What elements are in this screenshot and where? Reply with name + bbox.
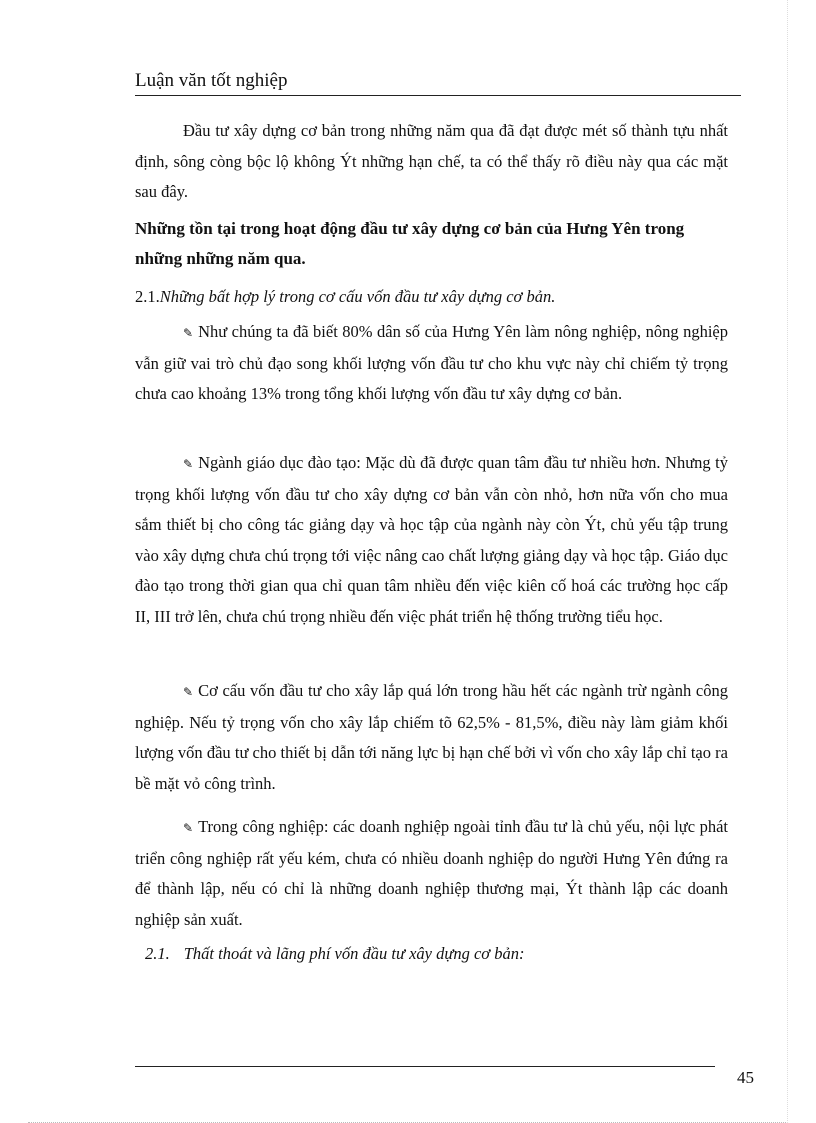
bullet-text-4: Trong công nghiệp: các doanh nghiệp ngoài tỉnh đầu tư là chủ yếu, nội lực phát triển công nghiệp rất yếu kém, chưa có nhiều doanh nghiệp do người Hưng Yên đứng ra để thành lập, nếu có chỉ là những doanh nghiệp thương mại, Ýt thành lập các doanh nghiệp sản xuất. — [135, 817, 728, 929]
subsection-1-number: 2.1. — [135, 287, 160, 306]
footer-rule — [135, 1066, 715, 1067]
subsection-2-title — [145, 944, 524, 964]
intro-paragraph: Đầu tư xây dựng cơ bản trong những năm qua đã đạt được mét số thành tựu nhất định, sông còng bộc lộ không Ýt những hạn chế, ta có thể thấy rõ điều này qua các mặt sau đây. — [135, 121, 728, 201]
page-number: 45 — [737, 1068, 754, 1087]
bullet-text-3: Cơ cấu vốn đầu tư cho xây lắp quá lớn trong hầu hết các ngành trừ ngành công nghiệp. Nếu tỷ trọng vốn cho xây lắp chiếm tõ 62,5% - 81,5%, điều này làm giảm khối lượng vốn đầu tư cho thiết bị dẫn tới năng lực bị hạn chế bởi vì vốn cho xây lắp chỉ tạo ra bề mặt vỏ công trình. — [135, 681, 728, 793]
bullet-paragraph-4 — [135, 812, 728, 935]
header-rule — [135, 95, 741, 96]
bullet-paragraph-3 — [135, 676, 728, 799]
bullet-text-2: Ngành giáo dục đào tạo: Mặc dù đã được quan tâm đầu tư nhiều hơn. Nhưng tỷ trọng khối lượng vốn đầu tư cho xây dựng cơ bản vẫn còn nhỏ, hơn nữa vốn cho mua sắm thiết bị cho công tác giảng dạy và học tập của ngành này còn Ýt, chủ yếu tập trung vào xây dựng chưa chú trọng tới việc nâng cao chất lượng giảng dạy và học tập. Giáo dục đào tạo trong thời gian qua chỉ quan tâm nhiều đến việc kiên cố hoá các trường học cấp II, III trở lên, chưa chú trọng nhiều đến việc phát triển hệ thống trường tiểu học. — [135, 453, 728, 626]
subsection-2-text: Thất thoát và lãng phí vốn đầu tư xây dựng cơ bản: — [183, 944, 525, 963]
subsection-1-title — [135, 287, 555, 307]
section-heading: Những tồn tại trong hoạt động đầu tư xây dựng cơ bản của Hưng Yên trong những những năm qua. — [135, 219, 685, 268]
subsection-2-number: 2.1. — [145, 944, 170, 963]
bullet-paragraph-2 — [135, 448, 728, 632]
subsection-1-text: Những bất hợp lý trong cơ cấu vốn đầu tư xây dựng cơ bản. — [159, 287, 556, 306]
bullet-text-1: Như chúng ta đã biết 80% dân số của Hưng Yên làm nông nghiệp, nông nghiệp vẫn giữ vai trò chủ đạo song khối lượng vốn đầu tư cho khu vực này chỉ chiếm tỷ trọng chưa cao khoảng 13% trong tổng khối lượng vốn đầu tư xây dựng cơ bản. — [135, 322, 728, 403]
pencil-icon: ✎ — [183, 821, 194, 835]
header-title: Luận văn tốt nghiệp — [135, 70, 288, 91]
pencil-icon: ✎ — [183, 457, 194, 471]
pencil-icon: ✎ — [183, 326, 194, 340]
bullet-paragraph-1 — [135, 317, 728, 410]
pencil-icon: ✎ — [183, 685, 194, 699]
page-border-right — [787, 0, 788, 1123]
